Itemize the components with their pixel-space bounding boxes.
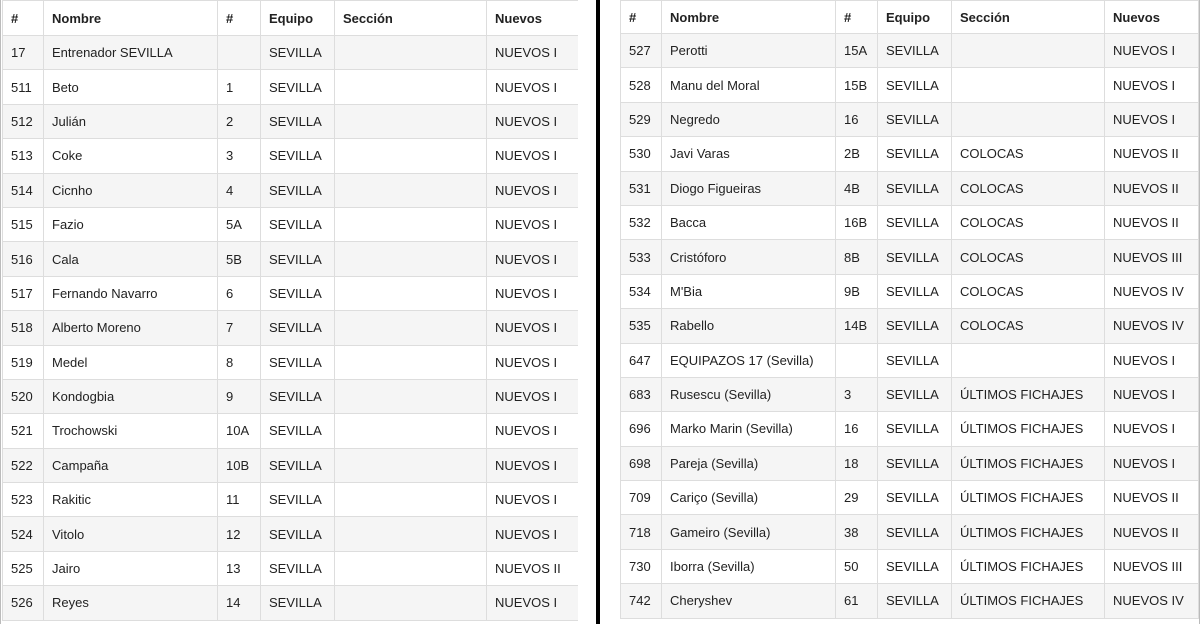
cards-table-right: [620, 0, 1199, 619]
column-header-nombre: Nombre: [662, 1, 836, 34]
table-row: [3, 104, 579, 138]
cell-num: 10B: [218, 448, 261, 482]
cell-num: 5B: [218, 242, 261, 276]
table-row: [621, 102, 1199, 136]
cell-id: 528: [621, 68, 662, 102]
cell-nuevos: NUEVOS I: [487, 139, 579, 173]
table-row: [3, 345, 579, 379]
left-table-panel: [2, 0, 578, 621]
cell-nuevos: NUEVOS I: [487, 586, 579, 620]
cell-id: 532: [621, 205, 662, 239]
cell-id: 534: [621, 274, 662, 308]
cell-equipo: SEVILLA: [878, 137, 952, 171]
cell-equipo: SEVILLA: [261, 551, 335, 585]
cell-equipo: SEVILLA: [878, 412, 952, 446]
cell-seccion: COLOCAS: [952, 205, 1105, 239]
column-header-equipo: Equipo: [878, 1, 952, 34]
column-header-num: #: [218, 1, 261, 36]
cell-nombre: Cala: [44, 242, 218, 276]
table-row: [3, 448, 579, 482]
table-row: [621, 34, 1199, 68]
cell-equipo: SEVILLA: [878, 171, 952, 205]
table-row: [3, 207, 579, 241]
cell-seccion: ÚLTIMOS FICHAJES: [952, 412, 1105, 446]
cell-id: 535: [621, 309, 662, 343]
right-table-panel: [620, 0, 1198, 619]
cell-seccion: [335, 104, 487, 138]
cell-num: 4B: [836, 171, 878, 205]
cell-num: 8B: [836, 240, 878, 274]
cell-nombre: Beto: [44, 70, 218, 104]
panel-divider: [596, 0, 600, 624]
cell-id: 527: [621, 34, 662, 68]
table-row: [621, 137, 1199, 171]
table-row: [621, 481, 1199, 515]
cell-nuevos: NUEVOS I: [487, 276, 579, 310]
cell-id: 523: [3, 483, 44, 517]
cell-equipo: SEVILLA: [261, 207, 335, 241]
cell-id: 529: [621, 102, 662, 136]
cell-seccion: [952, 34, 1105, 68]
cell-nuevos: NUEVOS I: [487, 448, 579, 482]
table-header-row: [3, 1, 579, 36]
cell-nombre: Rabello: [662, 309, 836, 343]
cell-nombre: Manu del Moral: [662, 68, 836, 102]
cell-nuevos: NUEVOS II: [1105, 205, 1199, 239]
cell-nuevos: NUEVOS I: [1105, 68, 1199, 102]
column-header-id: #: [621, 1, 662, 34]
cell-seccion: [335, 242, 487, 276]
cell-id: 718: [621, 515, 662, 549]
cell-num: 2: [218, 104, 261, 138]
cell-nombre: Diogo Figueiras: [662, 171, 836, 205]
cell-seccion: [952, 343, 1105, 377]
cell-nombre: Cheryshev: [662, 584, 836, 618]
column-header-num: #: [836, 1, 878, 34]
cell-nombre: Campaña: [44, 448, 218, 482]
cell-num: 6: [218, 276, 261, 310]
cell-nombre: Julián: [44, 104, 218, 138]
column-header-seccion: Sección: [335, 1, 487, 36]
cell-seccion: ÚLTIMOS FICHAJES: [952, 481, 1105, 515]
cell-equipo: SEVILLA: [878, 205, 952, 239]
cell-equipo: SEVILLA: [878, 377, 952, 411]
cell-num: 3: [218, 139, 261, 173]
cell-nombre: Marko Marin (Sevilla): [662, 412, 836, 446]
cell-seccion: [335, 448, 487, 482]
cell-nuevos: NUEVOS I: [487, 311, 579, 345]
cell-seccion: [335, 207, 487, 241]
cell-nuevos: NUEVOS I: [487, 36, 579, 70]
cell-seccion: [335, 483, 487, 517]
cell-num: 61: [836, 584, 878, 618]
cell-seccion: [335, 551, 487, 585]
table-row: [621, 240, 1199, 274]
cell-nombre: Medel: [44, 345, 218, 379]
cell-nuevos: NUEVOS II: [1105, 515, 1199, 549]
cell-equipo: SEVILLA: [878, 549, 952, 583]
cell-equipo: SEVILLA: [261, 104, 335, 138]
cell-nuevos: NUEVOS I: [487, 345, 579, 379]
cell-nombre: Rakitic: [44, 483, 218, 517]
cell-num: 9B: [836, 274, 878, 308]
cell-equipo: SEVILLA: [878, 343, 952, 377]
table-header-row: [621, 1, 1199, 34]
cell-equipo: SEVILLA: [878, 68, 952, 102]
cell-id: 511: [3, 70, 44, 104]
cell-nuevos: NUEVOS I: [487, 242, 579, 276]
cell-nombre: Alberto Moreno: [44, 311, 218, 345]
cell-id: 520: [3, 379, 44, 413]
table-row: [3, 483, 579, 517]
cell-equipo: SEVILLA: [261, 242, 335, 276]
cell-num: 29: [836, 481, 878, 515]
table-row: [3, 551, 579, 585]
cell-seccion: [335, 36, 487, 70]
table-row: [3, 242, 579, 276]
cell-seccion: [335, 586, 487, 620]
cell-nuevos: NUEVOS II: [487, 551, 579, 585]
cell-nuevos: NUEVOS IV: [1105, 309, 1199, 343]
cell-nuevos: NUEVOS I: [487, 173, 579, 207]
cell-nuevos: NUEVOS IV: [1105, 584, 1199, 618]
cell-nuevos: NUEVOS I: [487, 104, 579, 138]
cell-seccion: COLOCAS: [952, 240, 1105, 274]
cell-equipo: SEVILLA: [878, 446, 952, 480]
cell-seccion: [335, 276, 487, 310]
cell-num: 12: [218, 517, 261, 551]
cell-seccion: ÚLTIMOS FICHAJES: [952, 377, 1105, 411]
cell-num: 9: [218, 379, 261, 413]
cell-seccion: [335, 173, 487, 207]
cell-num: [836, 343, 878, 377]
cell-id: 518: [3, 311, 44, 345]
cell-nuevos: NUEVOS I: [487, 517, 579, 551]
column-header-seccion: Sección: [952, 1, 1105, 34]
table-row: [3, 70, 579, 104]
cell-nuevos: NUEVOS I: [1105, 34, 1199, 68]
cell-seccion: [335, 345, 487, 379]
cell-equipo: SEVILLA: [261, 517, 335, 551]
cell-num: 11: [218, 483, 261, 517]
cell-equipo: SEVILLA: [878, 481, 952, 515]
cell-num: 1: [218, 70, 261, 104]
cell-id: 525: [3, 551, 44, 585]
cell-id: 519: [3, 345, 44, 379]
cell-nombre: Vitolo: [44, 517, 218, 551]
cell-id: 512: [3, 104, 44, 138]
table-row: [621, 171, 1199, 205]
table-row: [621, 343, 1199, 377]
cell-num: 8: [218, 345, 261, 379]
cell-num: 3: [836, 377, 878, 411]
cell-num: 16: [836, 102, 878, 136]
cell-nombre: Entrenador SEVILLA: [44, 36, 218, 70]
cell-id: 516: [3, 242, 44, 276]
cell-nombre: Bacca: [662, 205, 836, 239]
cell-id: 742: [621, 584, 662, 618]
cell-seccion: COLOCAS: [952, 137, 1105, 171]
cell-id: 531: [621, 171, 662, 205]
table-row: [621, 446, 1199, 480]
column-header-id: #: [3, 1, 44, 36]
cell-id: 17: [3, 36, 44, 70]
cell-equipo: SEVILLA: [261, 276, 335, 310]
cell-nombre: Fazio: [44, 207, 218, 241]
cell-nombre: Fernando Navarro: [44, 276, 218, 310]
cell-equipo: SEVILLA: [261, 139, 335, 173]
cell-num: 7: [218, 311, 261, 345]
cell-equipo: SEVILLA: [261, 483, 335, 517]
cell-seccion: ÚLTIMOS FICHAJES: [952, 584, 1105, 618]
cell-equipo: SEVILLA: [261, 311, 335, 345]
table-row: [3, 311, 579, 345]
cell-nombre: Gameiro (Sevilla): [662, 515, 836, 549]
cell-seccion: COLOCAS: [952, 309, 1105, 343]
cell-nuevos: NUEVOS I: [487, 379, 579, 413]
cell-nombre: Perotti: [662, 34, 836, 68]
cell-nombre: Reyes: [44, 586, 218, 620]
cell-nuevos: NUEVOS III: [1105, 240, 1199, 274]
cell-id: 517: [3, 276, 44, 310]
cell-id: 515: [3, 207, 44, 241]
table-row: [3, 517, 579, 551]
cell-equipo: SEVILLA: [261, 345, 335, 379]
table-row: [3, 379, 579, 413]
cell-id: 530: [621, 137, 662, 171]
cell-equipo: SEVILLA: [878, 584, 952, 618]
cell-nombre: Iborra (Sevilla): [662, 549, 836, 583]
cell-id: 533: [621, 240, 662, 274]
cell-nuevos: NUEVOS III: [1105, 549, 1199, 583]
cell-seccion: ÚLTIMOS FICHAJES: [952, 549, 1105, 583]
cell-equipo: SEVILLA: [878, 309, 952, 343]
cell-num: 50: [836, 549, 878, 583]
cell-equipo: SEVILLA: [878, 515, 952, 549]
cell-nuevos: NUEVOS I: [1105, 377, 1199, 411]
cell-id: 526: [3, 586, 44, 620]
table-row: [621, 412, 1199, 446]
cell-seccion: [335, 311, 487, 345]
cell-id: 524: [3, 517, 44, 551]
table-row: [621, 377, 1199, 411]
cell-nombre: Trochowski: [44, 414, 218, 448]
cell-equipo: SEVILLA: [878, 274, 952, 308]
cell-seccion: ÚLTIMOS FICHAJES: [952, 446, 1105, 480]
cell-id: 683: [621, 377, 662, 411]
cell-nombre: Pareja (Sevilla): [662, 446, 836, 480]
cell-nombre: Kondogbia: [44, 379, 218, 413]
table-row: [3, 586, 579, 620]
cell-nombre: M'Bia: [662, 274, 836, 308]
cell-num: 2B: [836, 137, 878, 171]
table-row: [621, 515, 1199, 549]
column-header-nuevos: Nuevos: [1105, 1, 1199, 34]
cell-id: 647: [621, 343, 662, 377]
cell-nuevos: NUEVOS I: [487, 70, 579, 104]
page-border-left: [0, 0, 1, 624]
cell-nuevos: NUEVOS I: [1105, 412, 1199, 446]
cell-seccion: [335, 379, 487, 413]
cell-seccion: [335, 414, 487, 448]
table-row: [621, 68, 1199, 102]
cell-equipo: SEVILLA: [261, 586, 335, 620]
cell-nuevos: NUEVOS II: [1105, 137, 1199, 171]
cell-equipo: SEVILLA: [261, 379, 335, 413]
cell-nuevos: NUEVOS II: [1105, 481, 1199, 515]
cell-equipo: SEVILLA: [261, 414, 335, 448]
table-row: [3, 173, 579, 207]
cell-id: 698: [621, 446, 662, 480]
cell-num: 13: [218, 551, 261, 585]
cell-equipo: SEVILLA: [261, 173, 335, 207]
cell-nuevos: NUEVOS I: [487, 207, 579, 241]
cell-num: 14B: [836, 309, 878, 343]
cell-nombre: Rusescu (Sevilla): [662, 377, 836, 411]
cell-seccion: COLOCAS: [952, 171, 1105, 205]
cell-id: 522: [3, 448, 44, 482]
cell-equipo: SEVILLA: [261, 36, 335, 70]
cell-nombre: Cicnho: [44, 173, 218, 207]
cell-nombre: Negredo: [662, 102, 836, 136]
table-row: [621, 584, 1199, 618]
cell-seccion: [952, 102, 1105, 136]
cell-nuevos: NUEVOS I: [1105, 102, 1199, 136]
cell-nombre: Cristóforo: [662, 240, 836, 274]
column-header-nuevos: Nuevos: [487, 1, 579, 36]
panel-gap: [578, 0, 596, 624]
table-row: [621, 205, 1199, 239]
table-row: [3, 414, 579, 448]
cell-seccion: [335, 70, 487, 104]
table-row: [621, 309, 1199, 343]
cell-num: [218, 36, 261, 70]
cell-nuevos: NUEVOS I: [1105, 446, 1199, 480]
cell-num: 16B: [836, 205, 878, 239]
table-row: [3, 139, 579, 173]
cell-nombre: Jairo: [44, 551, 218, 585]
cell-num: 16: [836, 412, 878, 446]
cell-nuevos: NUEVOS IV: [1105, 274, 1199, 308]
cell-num: 18: [836, 446, 878, 480]
cell-seccion: COLOCAS: [952, 274, 1105, 308]
cell-nuevos: NUEVOS II: [1105, 171, 1199, 205]
cell-id: 513: [3, 139, 44, 173]
cell-num: 4: [218, 173, 261, 207]
cell-equipo: SEVILLA: [878, 34, 952, 68]
column-header-equipo: Equipo: [261, 1, 335, 36]
table-row: [3, 276, 579, 310]
cell-id: 709: [621, 481, 662, 515]
cell-nuevos: NUEVOS I: [487, 414, 579, 448]
table-row: [3, 36, 579, 70]
table-row: [621, 549, 1199, 583]
cell-seccion: ÚLTIMOS FICHAJES: [952, 515, 1105, 549]
cell-num: 15A: [836, 34, 878, 68]
cell-seccion: [952, 68, 1105, 102]
cell-num: 5A: [218, 207, 261, 241]
cell-id: 730: [621, 549, 662, 583]
cell-equipo: SEVILLA: [261, 70, 335, 104]
cell-id: 696: [621, 412, 662, 446]
cell-equipo: SEVILLA: [878, 240, 952, 274]
cell-num: 15B: [836, 68, 878, 102]
cell-id: 521: [3, 414, 44, 448]
cell-nuevos: NUEVOS I: [487, 483, 579, 517]
cell-equipo: SEVILLA: [261, 448, 335, 482]
cell-nombre: EQUIPAZOS 17 (Sevilla): [662, 343, 836, 377]
cell-num: 38: [836, 515, 878, 549]
column-header-nombre: Nombre: [44, 1, 218, 36]
cell-equipo: SEVILLA: [878, 102, 952, 136]
cards-table-left: [2, 0, 579, 621]
cell-nombre: Cariço (Sevilla): [662, 481, 836, 515]
cell-seccion: [335, 517, 487, 551]
cell-id: 514: [3, 173, 44, 207]
cell-nombre: Coke: [44, 139, 218, 173]
cell-num: 10A: [218, 414, 261, 448]
cell-num: 14: [218, 586, 261, 620]
cell-seccion: [335, 139, 487, 173]
cell-nombre: Javi Varas: [662, 137, 836, 171]
table-row: [621, 274, 1199, 308]
cell-nuevos: NUEVOS I: [1105, 343, 1199, 377]
